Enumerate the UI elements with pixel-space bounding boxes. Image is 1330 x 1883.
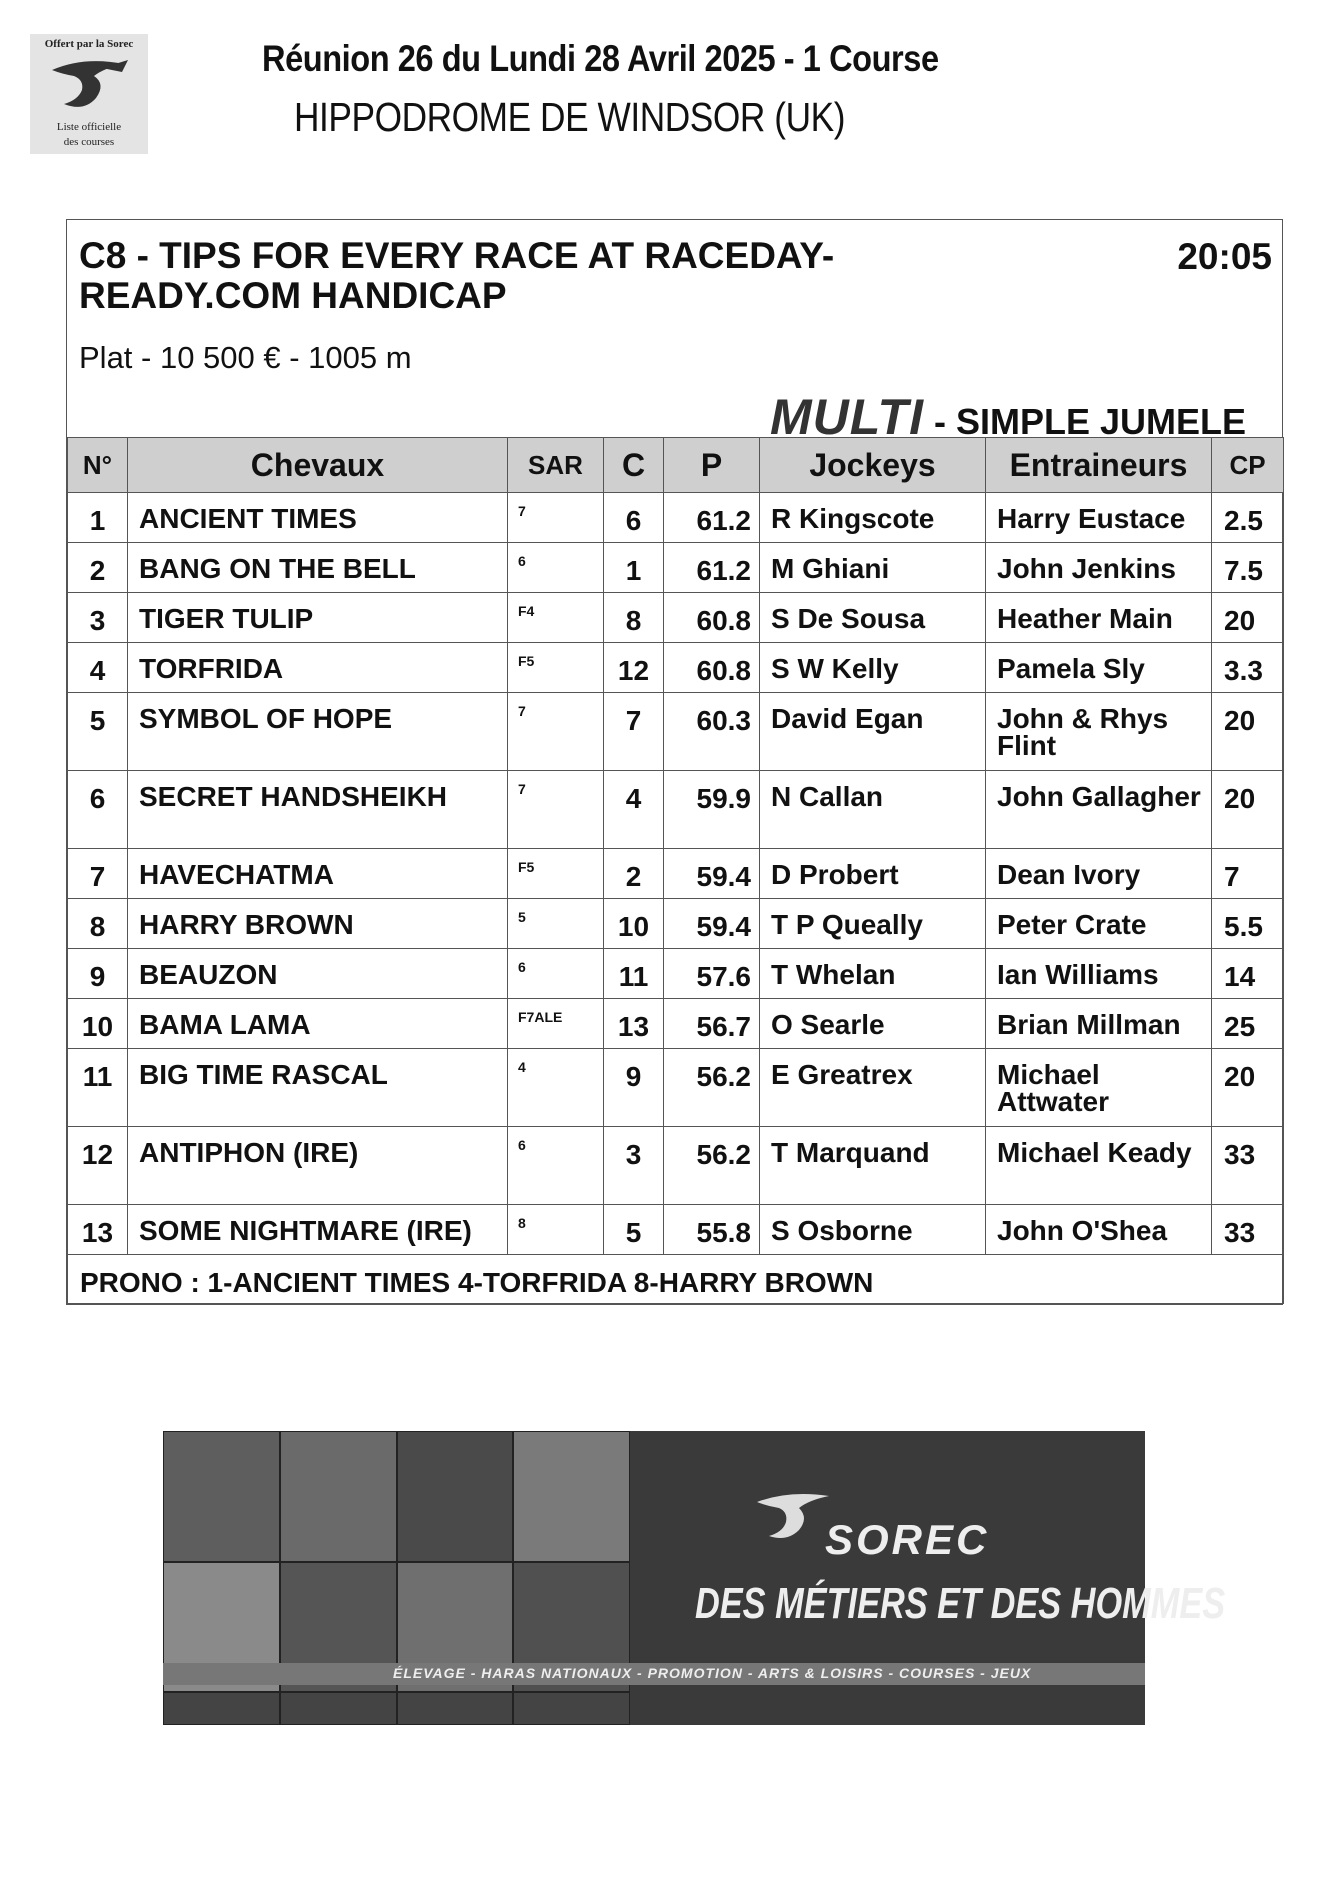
- runner-number: 4: [68, 643, 128, 693]
- sex-age: 6: [508, 949, 604, 999]
- bet-types: [770, 388, 1246, 446]
- runners-table: [67, 437, 1284, 1304]
- weight: 57.6: [664, 949, 760, 999]
- runner-number: 13: [68, 1205, 128, 1255]
- sorec-banner: [163, 1431, 1226, 1725]
- table-row: [68, 493, 1284, 543]
- odds: 5.5: [1212, 899, 1284, 949]
- sorec-logo: [30, 34, 148, 154]
- weight: 60.8: [664, 593, 760, 643]
- table-row: [68, 899, 1284, 949]
- draw: 12: [604, 643, 664, 693]
- table-row: [68, 949, 1284, 999]
- table-row: [68, 849, 1284, 899]
- col-c: C: [604, 438, 664, 493]
- sorec-horseshoe-icon: [753, 1486, 833, 1546]
- col-horses: Chevaux: [128, 438, 508, 493]
- horse-name: BANG ON THE BELL: [128, 543, 508, 593]
- table-row: [68, 1205, 1284, 1255]
- draw: 3: [604, 1127, 664, 1205]
- prono-row: [68, 1255, 1284, 1304]
- weight: 59.4: [664, 849, 760, 899]
- table-row: [68, 771, 1284, 849]
- jockey-name: O Searle: [760, 999, 986, 1049]
- horse-name: ANCIENT TIMES: [128, 493, 508, 543]
- sex-age: F7ALE: [508, 999, 604, 1049]
- jockey-name: D Probert: [760, 849, 986, 899]
- jockey-name: David Egan: [760, 693, 986, 771]
- race-title: C8 - TIPS FOR EVERY RACE AT RACEDAY-READY.COM HANDICAP: [79, 235, 835, 316]
- jockey-name: S De Sousa: [760, 593, 986, 643]
- sex-age: 7: [508, 771, 604, 849]
- horse-name: TORFRIDA: [128, 643, 508, 693]
- banner-tagline: DES MÉTIERS ET DES HOMMES: [695, 1579, 1226, 1628]
- jockey-name: S W Kelly: [760, 643, 986, 693]
- draw: 2: [604, 849, 664, 899]
- jockey-name: N Callan: [760, 771, 986, 849]
- logo-bottom-text-1: Liste officielle: [56, 121, 122, 133]
- jockey-name: T Marquand: [760, 1127, 986, 1205]
- jockey-name: R Kingscote: [760, 493, 986, 543]
- sex-age: 6: [508, 543, 604, 593]
- trainer-name: John Gallagher: [986, 771, 1212, 849]
- bet-others: - SIMPLE JUMELE: [923, 401, 1246, 442]
- meeting-title: Réunion 26 du Lundi 28 Avril 2025 - 1 Course: [262, 38, 939, 79]
- horse-name: TIGER TULIP: [128, 593, 508, 643]
- table-row: [68, 593, 1284, 643]
- race-header: [67, 220, 1282, 445]
- weight: 59.4: [664, 899, 760, 949]
- trainer-name: Peter Crate: [986, 899, 1212, 949]
- trainer-name: John Jenkins: [986, 543, 1212, 593]
- odds: 7.5: [1212, 543, 1284, 593]
- weight: 56.2: [664, 1127, 760, 1205]
- col-p: P: [664, 438, 760, 493]
- weight: 59.9: [664, 771, 760, 849]
- runner-number: 3: [68, 593, 128, 643]
- horse-name: SECRET HANDSHEIKH: [128, 771, 508, 849]
- weight: 61.2: [664, 543, 760, 593]
- horse-name: HAVECHATMA: [128, 849, 508, 899]
- col-cp: CP: [1212, 438, 1284, 493]
- weight: 61.2: [664, 493, 760, 543]
- weight: 60.3: [664, 693, 760, 771]
- horse-name: BAMA LAMA: [128, 999, 508, 1049]
- col-number: N°: [68, 438, 128, 493]
- odds: 7: [1212, 849, 1284, 899]
- trainer-name: Michael Keady: [986, 1127, 1212, 1205]
- runner-number: 1: [68, 493, 128, 543]
- table-row: [68, 543, 1284, 593]
- horse-name: BIG TIME RASCAL: [128, 1049, 508, 1127]
- runner-number: 9: [68, 949, 128, 999]
- sex-age: 6: [508, 1127, 604, 1205]
- sex-age: F5: [508, 643, 604, 693]
- sex-age: 5: [508, 899, 604, 949]
- jockey-name: S Osborne: [760, 1205, 986, 1255]
- horseshoe-logo-icon: [44, 54, 134, 114]
- draw: 7: [604, 693, 664, 771]
- banner-subline: ÉLEVAGE - HARAS NATIONAUX - PROMOTION - ARTS & LOISIRS - COURSES - JEUX: [393, 1665, 1032, 1681]
- runner-number: 12: [68, 1127, 128, 1205]
- odds: 20: [1212, 693, 1284, 771]
- odds: 33: [1212, 1127, 1284, 1205]
- odds: 33: [1212, 1205, 1284, 1255]
- runner-number: 8: [68, 899, 128, 949]
- sex-age: 4: [508, 1049, 604, 1127]
- racecourse-title: HIPPODROME DE WINDSOR (UK): [294, 94, 846, 140]
- weight: 60.8: [664, 643, 760, 693]
- odds: 3.3: [1212, 643, 1284, 693]
- logo-bottom-text-2: des courses: [63, 136, 115, 148]
- odds: 20: [1212, 593, 1284, 643]
- draw: 8: [604, 593, 664, 643]
- bet-multi: MULTI: [769, 389, 924, 445]
- draw: 6: [604, 493, 664, 543]
- prono-text: PRONO : 1-ANCIENT TIMES 4-TORFRIDA 8-HARRY BROWN: [68, 1255, 1284, 1304]
- logo-top-text: Offert par la Sorec: [44, 38, 134, 50]
- race-time: 20:05: [1177, 236, 1272, 277]
- draw: 13: [604, 999, 664, 1049]
- col-sar: SAR: [508, 438, 604, 493]
- runner-number: 10: [68, 999, 128, 1049]
- runner-number: 7: [68, 849, 128, 899]
- trainer-name: Ian Williams: [986, 949, 1212, 999]
- trainer-name: Dean Ivory: [986, 849, 1212, 899]
- weight: 56.2: [664, 1049, 760, 1127]
- horse-name: BEAUZON: [128, 949, 508, 999]
- draw: 4: [604, 771, 664, 849]
- table-row: [68, 999, 1284, 1049]
- weight: 56.7: [664, 999, 760, 1049]
- odds: 2.5: [1212, 493, 1284, 543]
- odds: 25: [1212, 999, 1284, 1049]
- table-row: [68, 693, 1284, 771]
- trainer-name: Harry Eustace: [986, 493, 1212, 543]
- trainer-name: Pamela Sly: [986, 643, 1212, 693]
- sex-age: F5: [508, 849, 604, 899]
- draw: 9: [604, 1049, 664, 1127]
- table-row: [68, 1049, 1284, 1127]
- sex-age: 8: [508, 1205, 604, 1255]
- horse-name: HARRY BROWN: [128, 899, 508, 949]
- banner-brand: SOREC: [825, 1516, 990, 1563]
- draw: 1: [604, 543, 664, 593]
- draw: 10: [604, 899, 664, 949]
- sex-age: 7: [508, 493, 604, 543]
- odds: 14: [1212, 949, 1284, 999]
- jockey-name: T Whelan: [760, 949, 986, 999]
- horse-name: SOME NIGHTMARE (IRE): [128, 1205, 508, 1255]
- sex-age: F4: [508, 593, 604, 643]
- trainer-name: John & Rhys Flint: [986, 693, 1212, 771]
- horse-name: SYMBOL OF HOPE: [128, 693, 508, 771]
- runner-number: 6: [68, 771, 128, 849]
- runner-number: 5: [68, 693, 128, 771]
- runner-number: 2: [68, 543, 128, 593]
- col-jockeys: Jockeys: [760, 438, 986, 493]
- sex-age: 7: [508, 693, 604, 771]
- trainer-name: Brian Millman: [986, 999, 1212, 1049]
- runner-number: 11: [68, 1049, 128, 1127]
- trainer-name: John O'Shea: [986, 1205, 1212, 1255]
- col-trainers: Entraineurs: [986, 438, 1212, 493]
- horse-name: ANTIPHON (IRE): [128, 1127, 508, 1205]
- trainer-name: Michael Attwater: [986, 1049, 1212, 1127]
- table-row: [68, 643, 1284, 693]
- trainer-name: Heather Main: [986, 593, 1212, 643]
- odds: 20: [1212, 1049, 1284, 1127]
- odds: 20: [1212, 771, 1284, 849]
- race-card: [66, 219, 1283, 1305]
- race-conditions: Plat - 10 500 € - 1005 m: [79, 340, 412, 375]
- weight: 55.8: [664, 1205, 760, 1255]
- draw: 5: [604, 1205, 664, 1255]
- jockey-name: M Ghiani: [760, 543, 986, 593]
- table-row: [68, 1127, 1284, 1205]
- jockey-name: T P Queally: [760, 899, 986, 949]
- draw: 11: [604, 949, 664, 999]
- jockey-name: E Greatrex: [760, 1049, 986, 1127]
